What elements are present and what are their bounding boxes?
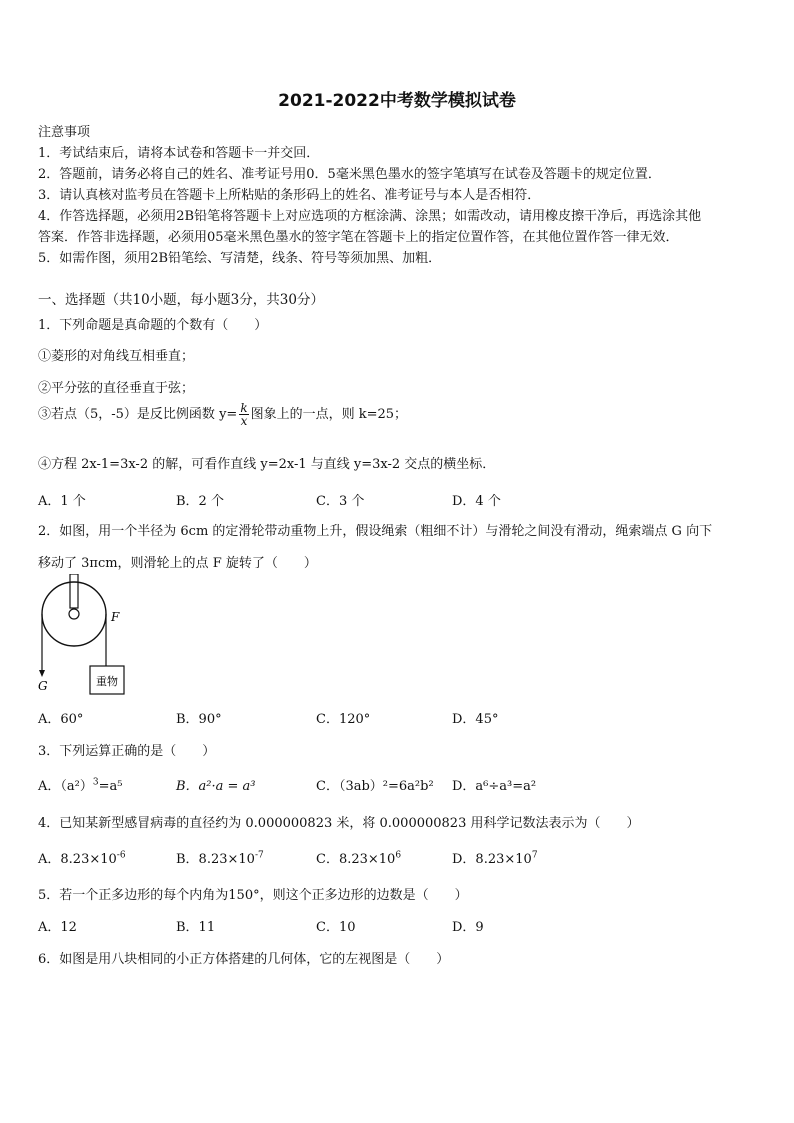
q3-option-b: B．a²·a = a³ <box>176 779 256 794</box>
notice-item-5: 5．如需作图，须用2B铅笔绘、写清楚，线条、符号等须加黑、加粗． <box>38 251 442 266</box>
q4-option-c-exp: 6 <box>395 850 402 861</box>
point-g-label: G <box>38 679 48 693</box>
q3-option-d: D．a⁶÷a³=a² <box>452 779 537 794</box>
q1-statement-3 <box>38 402 407 427</box>
section-heading: 一、选择题（共10小题，每小题3分，共30分） <box>38 292 324 308</box>
q1-statement-1: ①菱形的对角线互相垂直； <box>38 349 195 364</box>
q5-stem: 5．若一个正多边形的每个内角为150°，则这个正多边形的边数是（ ） <box>38 888 468 903</box>
q5-option-c: C．10 <box>316 920 356 935</box>
q3-stem: 3．下列运算正确的是（ ） <box>38 744 216 759</box>
q1-option-c: C．3 个 <box>316 494 365 509</box>
q1-stem: 1．下列命题是真命题的个数有（ ） <box>38 318 268 333</box>
notice-item-3: 3．请认真核对监考员在答题卡上所粘贴的条形码上的姓名、准考证号与本人是否相符． <box>38 188 541 203</box>
q6-stem: 6．如图是用八块相同的小正方体搭建的几何体，它的左视图是（ ） <box>38 952 450 967</box>
q4-option-a <box>38 848 126 867</box>
q4-option-c-base: C．8.23×10 <box>316 852 396 867</box>
q3-option-c: C．（3ab）²=6a²b² <box>316 779 434 794</box>
weight-label: 重物 <box>96 675 118 688</box>
q4-option-b <box>176 848 264 867</box>
exam-title: 2021-2022中考数学模拟试卷 <box>278 91 516 111</box>
q1-option-d: D．4 个 <box>452 494 501 509</box>
q3-option-a <box>38 775 122 794</box>
q4-option-a-base: A．8.23×10 <box>38 852 117 867</box>
q2-option-d: D．45° <box>452 712 499 727</box>
pulley-figure <box>36 574 131 704</box>
q3-option-a-result: =a⁵ <box>98 779 123 794</box>
q4-option-b-exp: -7 <box>254 850 264 861</box>
fraction-numerator: k <box>240 401 248 415</box>
fraction-k-over-x <box>239 402 248 427</box>
q1-statement-4: ④方程 2x-1=3x-2 的解，可看作直线 y=2x-1 与直线 y=3x-2 交点的横坐标． <box>38 457 496 472</box>
q2-option-c: C．120° <box>316 712 371 727</box>
notice-item-1: 1．考试结束后，请将本试卷和答题卡一并交回． <box>38 146 320 161</box>
q1-option-b: B．2 个 <box>176 494 224 509</box>
fraction-denominator: x <box>240 414 248 428</box>
q2-option-a: A．60° <box>38 712 84 727</box>
q5-option-a: A．12 <box>38 920 77 935</box>
q4-option-c <box>316 848 401 867</box>
pulley-diagram <box>36 574 131 700</box>
q5-option-d: D．9 <box>452 920 484 935</box>
q4-option-a-exp: -6 <box>116 850 126 861</box>
q4-stem: 4．已知某新型感冒病毒的直径约为 0.000000823 米，将 0.000000823 用科学记数法表示为（ ） <box>38 816 640 831</box>
q1-s3-post: 图象上的一点，则 k=25； <box>250 407 408 422</box>
q4-option-b-base: B．8.23×10 <box>176 852 255 867</box>
q2-stem-line-2: 移动了 3πcm，则滑轮上的点 F 旋转了（ ） <box>38 556 317 571</box>
q1-s3-pre: ③若点（5，-5）是反比例函数 y= <box>38 407 238 422</box>
pulley-axle <box>69 609 79 619</box>
q2-option-b: B．90° <box>176 712 222 727</box>
notice-item-4: 4．作答选择题，必须用2B铅笔将答题卡上对应选项的方框涂满、涂黑；如需改动，请用橡皮擦干净后，再选涂其他 <box>38 209 702 224</box>
notice-heading: 注意事项 <box>38 125 91 140</box>
q4-option-d-base: D．8.23×10 <box>452 852 532 867</box>
q4-option-d <box>452 848 538 867</box>
q4-option-d-exp: 7 <box>531 850 538 861</box>
q2-stem-line-1: 2．如图，用一个半径为 6cm 的定滑轮带动重物上升，假设绳索（粗细不计）与滑轮之间没有滑动，绳索端点 G 向下 <box>38 524 713 539</box>
point-f-label: F <box>111 610 120 624</box>
q5-option-b: B．11 <box>176 920 216 935</box>
q1-option-a: A．1 个 <box>38 494 86 509</box>
q3-option-a-exp: 3 <box>92 777 99 788</box>
notice-item-2: 2．答题前，请务必将自己的姓名、准考证号用0．5毫米黑色墨水的签字笔填写在试卷及答题卡的规定位置． <box>38 167 661 182</box>
q3-option-a-base: A．（a²） <box>38 779 93 794</box>
q1-statement-2: ②平分弦的直径垂直于弦； <box>38 381 195 396</box>
notice-item-4-cont: 答案．作答非选择题，必须用05毫米黑色墨水的签字笔在答题卡上的指定位置作答，在其他位置作答一律无效． <box>38 230 679 245</box>
